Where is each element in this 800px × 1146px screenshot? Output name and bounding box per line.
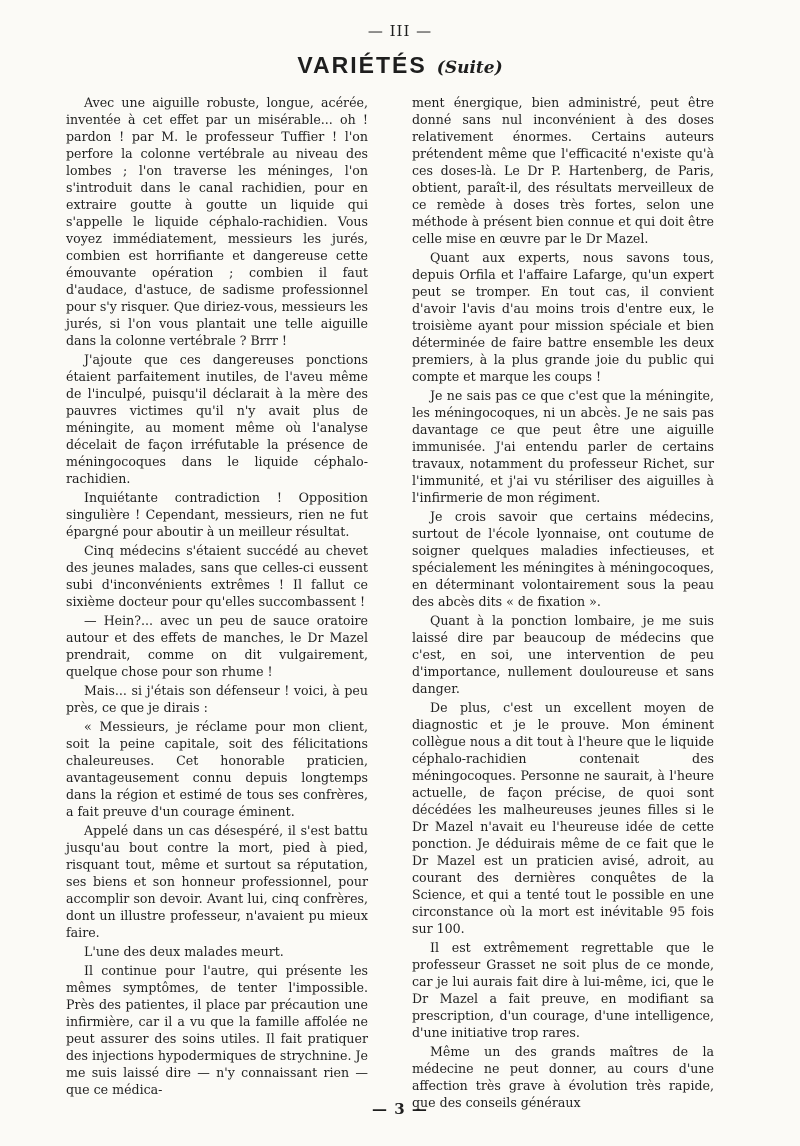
- paragraph: Appelé dans un cas désespéré, il s'est battu jusqu'au bout contre la mort, pied à pied, risquant tout, même et surtout sa réputation, ses biens et son honneur professionnel, pour accomplir son devoir. Avant lui, cinq confrères, dont un illustre professeur, n'avaient pu mieux faire.: [66, 823, 368, 940]
- paragraph: Il continue pour l'autre, qui présente les mêmes symptômes, de tenter l'impossible. Près des patientes, il place par précaution une infirmière, car il a vu que la famille affolée ne peut assurer des soins utiles. Il fait pratiquer des injections hypodermiques de strychnine. Je me suis laissé dire — n'y connaissant rien — que ce médica-: [66, 963, 368, 1097]
- left-column: [66, 94, 368, 1100]
- section-title: [0, 52, 800, 79]
- paragraph: Même un des grands maîtres de la médecine ne peut donner, au cours d'une affection très grave à évolution très rapide, que des conseils généraux: [412, 1044, 714, 1110]
- paragraph: ment énergique, bien administré, peut être donné sans nul inconvénient à des doses relativement énormes. Certains auteurs prétendent même que l'efficacité n'existe qu'à ces doses-là. Le Dr P. Hartenberg, de Paris, obtient, paraît-il, des résultats merveilleux de ce remède à doses très fortes, selon une méthode à présent bien connue et qui doit être celle mise en œuvre par le Dr Mazel.: [412, 95, 714, 246]
- paragraph: Il est extrêmement regrettable que le professeur Grasset ne soit plus de ce monde, car je lui aurais fait dire à lui-même, ici, que le Dr Mazel a fait preuve, en modifiant sa prescription, d'un courage, d'une intelligence, d'une initiative trop rares.: [412, 940, 714, 1040]
- section-title-main: VARIÉTÉS: [297, 52, 427, 78]
- paragraph: Mais... si j'étais son défenseur ! voici, à peu près, ce que je dirais :: [66, 683, 368, 715]
- section-title-subtitle: (Suite): [436, 58, 503, 78]
- paragraph: J'ajoute que ces dangereuses ponctions étaient parfaitement inutiles, de l'aveu même de l'inculpé, puisqu'il déclarait à la mère des pauvres victimes qu'il n'y avait plus de méningite, au moment même où l'analyse décelait de façon irréfutable la présence de méningocoques dans le liquide céphalo-rachidien.: [66, 352, 368, 486]
- paragraph: Cinq médecins s'étaient succédé au chevet des jeunes malades, sans que celles-ci eussent subi d'inconvénients extrêmes ! Il fallut ce sixième docteur pour qu'elles succombassent !: [66, 543, 368, 609]
- paragraph: Inquiétante contradiction ! Opposition singulière ! Cependant, messieurs, rien ne fut épargné pour aboutir à un meilleur résultat.: [66, 490, 368, 539]
- running-page-number: — III —: [367, 22, 433, 40]
- paragraph: Quant à la ponction lombaire, je me suis laissé dire par beaucoup de médecins que c'est, en soi, une intervention de peu d'importance, nullement douloureuse et sans danger.: [412, 613, 714, 696]
- paragraph: L'une des deux malades meurt.: [84, 944, 284, 959]
- right-column: [412, 94, 714, 1113]
- paragraph: Je ne sais pas ce que c'est que la méningite, les méningocoques, ni un abcès. Je ne sais pas davantage ce que peut être une aiguille immunisée. J'ai entendu parler de certains travaux, notamment du professeur Richet, sur l'immunité, et j'ai vu stériliser des aiguilles à l'infirmerie de mon régiment.: [412, 388, 714, 505]
- paragraph: Je crois savoir que certains médecins, surtout de l'école lyonnaise, ont coutume de soigner quelques maladies infectieuses, et spécialement les méningites à méningocoques, en déterminant volontairement sous la peau des abcès dits « de fixation ».: [412, 509, 714, 609]
- paragraph: De plus, c'est un excellent moyen de diagnostic et je le prouve. Mon éminent collègue nous a dit tout à l'heure que le liquide céphalo-rachidien contenait des méningocoques. Personne ne saurait, à l'heure actuelle, de façon précise, de quoi sont décédées les malheureuses jeunes filles si le Dr Mazel n'avait eu l'heureuse idée de cette ponction. Je déduirais même de ce fait que le Dr Mazel est un praticien avisé, adroit, au courant des dernières conquêtes de la Science, et qui a tenté tout le possible en une circonstance où la mort est inévitable 95 fois sur 100.: [412, 700, 714, 936]
- paragraph: Quant aux experts, nous savons tous, depuis Orfila et l'affaire Lafarge, qu'un expert peut se tromper. En tout cas, il convient d'avoir l'avis d'au moins trois d'entre eux, le troisième ayant pour mission spéciale et bien déterminée de faire battre ensemble les deux premiers, à la plus grande joie du public qui compte et marque les coups !: [412, 250, 714, 384]
- paragraph: — Hein?... avec un peu de sauce oratoire autour et des effets de manches, le Dr Mazel prendrait, comme on dit vulgairement, quelque chose pour son rhume !: [66, 613, 368, 679]
- paragraph: « Messieurs, je réclame pour mon client, soit la peine capitale, soit des félicitations chaleureuses. Cet honorable praticien, avantageusement connu depuis longtemps dans la région et estimé de tous ses confrères, a fait preuve d'un courage éminent.: [66, 719, 368, 819]
- paragraph: Avec une aiguille robuste, longue, acérée, inventée à cet effet par un misérable... oh ! pardon ! par M. le professeur Tuffier ! l'on perfore la colonne vertébrale au niveau des lombes ; l'on traverse les méninges, l'on s'introduit dans le canal rachidien, pour en extraire goutte à goutte un liquide qui s'appelle le liquide céphalo-rachidien. Vous voyez immédiatement, messieurs les jurés, combien est horrifiante et dangereuse cette émouvante opération ; combien il faut d'audace, d'astuce, de sadisme professionnel pour s'y risquer. Que diriez-vous, messieurs les jurés, si l'on vous plantait une telle aiguille dans la colonne vertébrale ? Brrr !: [66, 95, 368, 348]
- folio-page-number: — 3 —: [372, 1100, 428, 1118]
